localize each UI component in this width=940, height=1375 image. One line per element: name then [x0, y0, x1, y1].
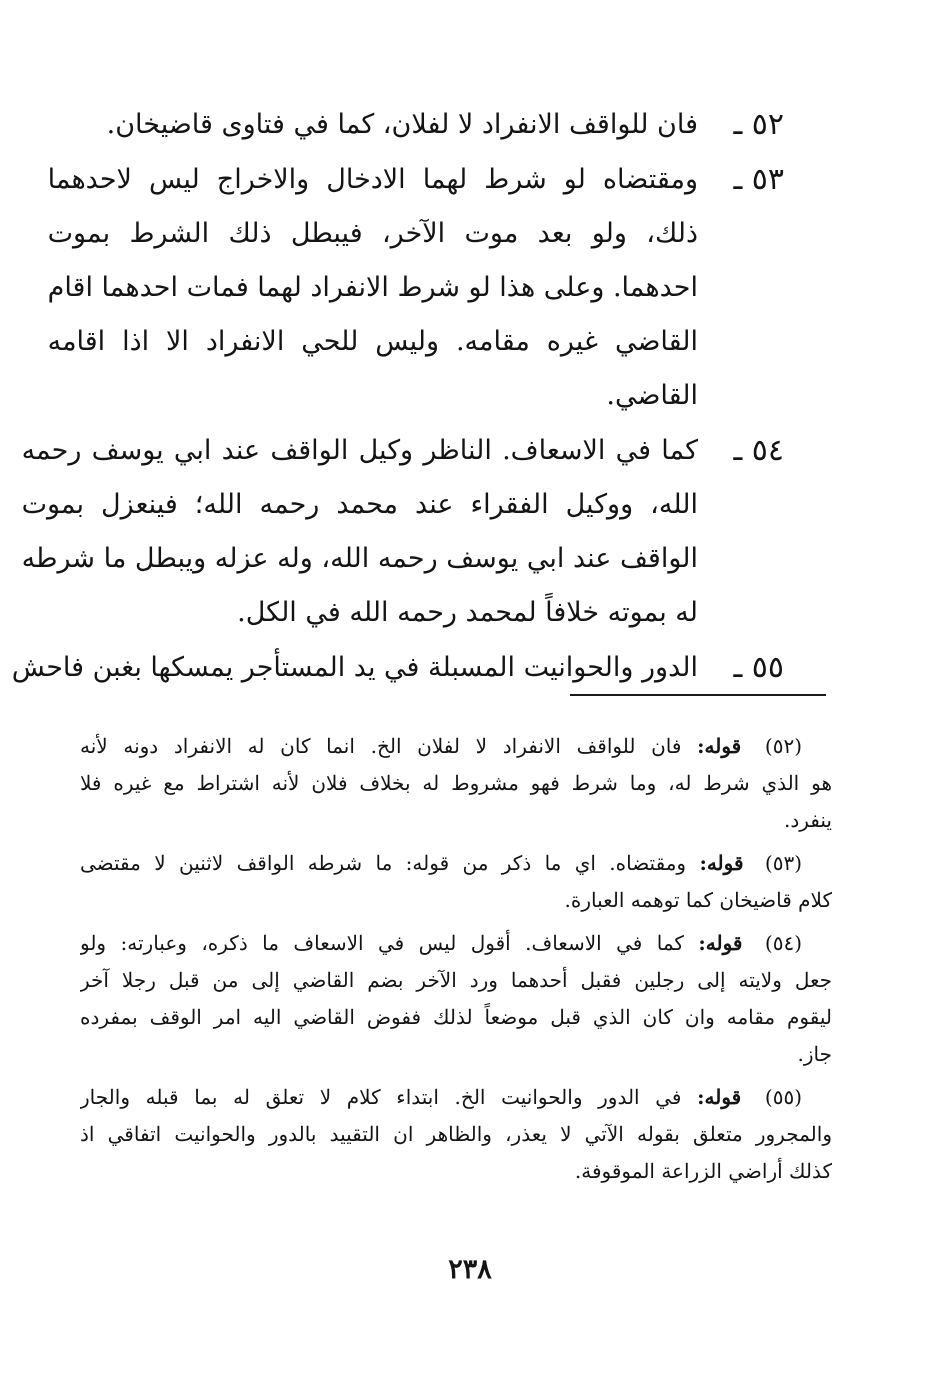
footnote-separator — [570, 694, 826, 696]
entry-55 — [11, 641, 784, 695]
text-line: كما في الاسعاف. الناظر وكيل الواقف عند ابي يوسف رحمه — [21, 435, 698, 466]
page-number: ٢٣٨ — [448, 1254, 492, 1285]
footnote-line: ينفرد. — [783, 808, 832, 832]
footnote-number: (٥٥) — [764, 1085, 802, 1109]
text-line: الواقف عند ابي يوسف رحمه الله، وله عزله ويبطل ما شرطه — [21, 543, 698, 574]
footnote-text: فان للواقف الانفراد لا لفلان الخ. انما كان له الانفراد دونه لأنه — [80, 734, 682, 758]
footnote-text: ومقتضاه. اي ما ذكر من قوله: ما شرطه الواقف لاثنين لا مقتضى — [80, 851, 687, 875]
footnote-number: (٥٢) — [764, 734, 802, 758]
entry-number: ٥٥ ـ — [733, 650, 784, 685]
footnote-line: ليقوم مقامه وان كان الذي قبل موضعاً لذلك ففوض القاضي اليه امر الوقف بمفرده — [80, 1005, 832, 1029]
footnote-text: في الدور والحوانيت الخ. ابتداء كلام لا تعلق له بما قبله والجار — [80, 1085, 682, 1109]
footnote-line: كذلك أراضي الزراعة الموقوفة. — [574, 1159, 832, 1183]
text-line: القاضي غيره مقامه. وليس للحي الانفراد الا اذا اقامه — [47, 326, 698, 357]
footnote-line: كلام قاضيخان كما توهمه العبارة. — [564, 888, 832, 912]
footnotes — [80, 728, 832, 1196]
text-line: ذلك، ولو بعد موت الآخر، فيبطل ذلك الشرط بموت — [47, 218, 698, 249]
footnote-number: (٥٤) — [764, 931, 803, 955]
footnote-line: هو الذي شرط له، وما شرط فهو مشروط له بخلاف فلان لأنه اشتراط مع غيره فلا — [80, 771, 832, 795]
entry-number: ٥٣ ـ — [733, 162, 784, 197]
entry-52 — [76, 98, 784, 152]
entry-53 — [47, 153, 784, 423]
footnote-first-line — [80, 1079, 832, 1116]
text-line: ومقتضاه لو شرط لهما الادخال والاخراج ليس لاحدهما — [47, 164, 698, 195]
footnote-text: كما في الاسعاف. أقول ليس في الاسعاف ما ذكره، وعبارته: ولو — [80, 931, 684, 955]
footnote-first-line — [80, 925, 832, 962]
text-line: فان للواقف الانفراد لا لفلان، كما في فتاوى قاضيخان. — [106, 109, 698, 140]
footnote-keyword: قوله: — [698, 931, 743, 955]
text-line: القاضي. — [606, 380, 698, 411]
main-text — [11, 98, 784, 696]
footnote-keyword: قوله: — [697, 1085, 742, 1109]
entry-number: ٥٤ ـ — [733, 433, 784, 468]
footnote-54 — [80, 925, 832, 1073]
footnote-52 — [80, 728, 832, 839]
text-line: الدور والحوانيت المسبلة في يد المستأجر يمسكها بغبن فاحش — [11, 652, 698, 683]
footnote-line: جعل ولايته إلى رجلين فقبل أحدهما ورد الآخر بضم القاضي إلى من قبل رجلا آخر — [80, 968, 832, 992]
text-line: الله، ووكيل الفقراء عند محمد رحمه الله؛ فينعزل بموت — [21, 489, 698, 520]
footnote-first-line — [80, 728, 832, 765]
footnote-53 — [80, 845, 832, 919]
footnote-line: جاز. — [797, 1042, 832, 1066]
text-line: له بموته خلافاً لمحمد رحمه الله في الكل. — [237, 597, 698, 628]
footnote-line: والمجرور متعلق بقوله الآتي لا يعذر، والظاهر ان التقييد بالدور والحوانيت اتفاقي اذ — [80, 1122, 832, 1146]
text-line: احدهما. وعلى هذا لو شرط الانفراد لهما فمات احدهما اقام — [47, 272, 698, 303]
footnote-keyword: قوله: — [699, 851, 744, 875]
entry-text — [12, 641, 698, 695]
footnote-number: (٥٣) — [764, 851, 803, 875]
entry-number: ٥٢ ـ — [733, 107, 784, 142]
footnote-keyword: قوله: — [697, 734, 742, 758]
footnote-55 — [80, 1079, 832, 1190]
entry-text — [22, 424, 698, 640]
entry-54 — [21, 424, 784, 640]
entry-text — [76, 98, 698, 152]
footnote-first-line — [80, 845, 832, 882]
entry-text — [48, 153, 698, 423]
